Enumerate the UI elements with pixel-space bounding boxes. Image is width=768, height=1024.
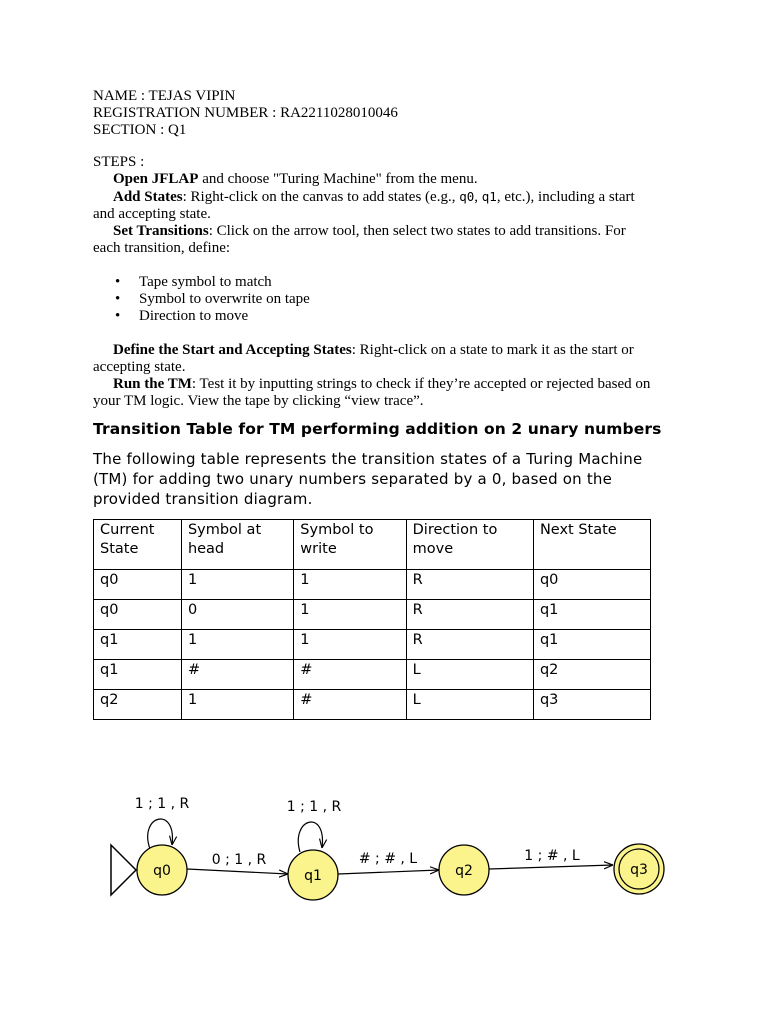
table-cell: q0 [533,570,650,600]
example-separator: , [474,189,482,205]
intro-line: (TM) for adding two unary numbers separated by a 0, based on the [93,470,613,488]
transition-arrow-q0-q1 [187,869,288,874]
transition-arrow-q1-q2 [338,870,439,874]
list-item-text: Tape symbol to match [139,274,272,290]
state-label: q0 [153,863,171,879]
table-cell: q1 [94,630,182,660]
table-cell: 1 [181,690,293,720]
intro-line: provided transition diagram. [93,490,313,508]
steps-title: STEPS : [93,154,145,170]
header-line: move [412,541,454,557]
registration-number: REGISTRATION NUMBER : RA2211028010046 [93,105,398,121]
table-cell: R [406,570,533,600]
header-line: Symbol at [187,522,262,538]
step-run-text: : Test it by inputting strings to check if they’re accepted or rejected based on [191,376,651,392]
table-cell: R [406,630,533,660]
header-line: Direction to [412,522,498,538]
state-q3-accepting [614,844,664,894]
table-cell: R [406,600,533,630]
table-cell: # [294,660,406,690]
table-cell: q1 [533,600,650,630]
step-run-continuation: your TM logic. View the tape by clicking “view trace”. [93,393,424,409]
step-open-text: and choose "Turing Machine" from the menu. [198,171,478,187]
header-line: Symbol to [300,522,374,538]
table-cell: q1 [533,630,650,660]
student-name: NAME : TEJAS VIPIN [93,88,236,104]
step-define-label: Define the Start and Accepting States [113,342,352,358]
transition-label-q2-q3: 1 ; # , L [524,848,580,864]
step-add-text-end: , etc.), including a start [496,189,635,205]
table-cell: q3 [533,690,650,720]
table-cell: L [406,660,533,690]
intro-line: The following table represents the transition states of a Turing Machine [93,450,643,468]
loop-label-q0: 1 ; 1 , R [134,796,190,812]
transition-label-q1-q2: # ; # , L [358,851,418,867]
example-q0: q0 [459,189,475,204]
header-line: Current [100,522,155,538]
table-cell: # [294,690,406,720]
state-label: q2 [455,863,473,879]
section-line: SECTION : Q1 [93,122,187,138]
step-add-text: : Right-click on the canvas to add states (e.g., [182,189,460,205]
header-line: Next State [539,522,617,538]
step-add-continuation: and accepting state. [93,206,211,222]
table-cell: q2 [94,690,182,720]
list-item-text: Symbol to overwrite on tape [139,291,310,307]
bullet-icon: • [115,274,121,290]
state-q1 [288,850,338,900]
table-cell: L [406,690,533,720]
table-cell: 1 [294,570,406,600]
table-cell: 0 [181,600,293,630]
step-add-label: Add States [113,189,183,205]
table-cell: # [181,660,293,690]
transition-arrow-q2-q3 [489,865,613,869]
state-q2 [439,845,489,895]
section-heading: Transition Table for TM performing addition on 2 unary numbers [93,420,662,438]
bullet-icon: • [115,291,121,307]
table-cell: 1 [294,630,406,660]
table-cell: q2 [533,660,650,690]
step-set-text: : Click on the arrow tool, then select two states to add transitions. For [208,223,626,239]
step-define-text: : Right-click on a state to mark it as the start or [351,342,634,358]
header-line: write [300,541,337,557]
header-line: head [187,541,225,557]
step-define-continuation: accepting state. [93,359,186,375]
step-open-label: Open JFLAP [113,171,199,187]
step-set-continuation: each transition, define: [93,240,231,256]
loop-arrow-q1 [298,822,322,852]
step-set-label: Set Transitions [113,223,209,239]
table-cell: q0 [94,570,182,600]
list-item-text: Direction to move [139,308,249,324]
loop-label-q1: 1 ; 1 , R [286,799,342,815]
table-cell: 1 [294,600,406,630]
table-cell: q1 [94,660,182,690]
table-cell: 1 [181,570,293,600]
bullet-icon: • [115,308,121,324]
state-label: q3 [630,862,648,878]
state-label: q1 [304,868,322,884]
example-q1: q1 [481,189,497,204]
table-cell: 1 [181,630,293,660]
header-line: State [100,541,139,557]
state-q0 [137,845,187,895]
table-cell: q0 [94,600,182,630]
transition-label-q0-q1: 0 ; 1 , R [211,852,267,868]
step-run-label: Run the TM [113,376,192,392]
start-state-marker-icon [111,845,136,895]
